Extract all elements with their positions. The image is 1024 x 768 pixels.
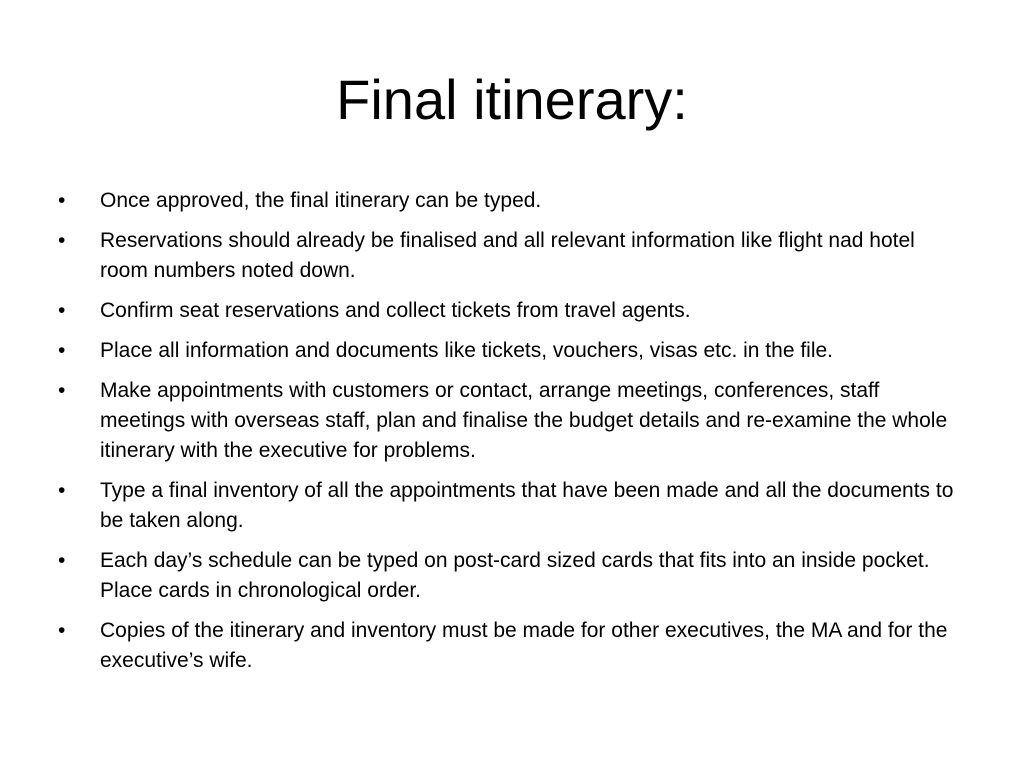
bullet-item: [58, 186, 958, 216]
bullet-icon: •: [58, 189, 66, 212]
bullet-item: [58, 226, 958, 286]
bullet-text: Type a final inventory of all the appointments that have been made and all the documents to be taken along.: [100, 479, 954, 532]
bullet-text: Confirm seat reservations and collect tickets from travel agents.: [100, 299, 691, 322]
bullet-icon: •: [58, 549, 66, 572]
bullet-item: [58, 336, 958, 366]
bullet-text: Reservations should already be finalised and all relevant information like flight nad hotel room numbers noted down.: [100, 229, 915, 282]
bullet-item: [58, 616, 958, 676]
bullet-icon: •: [58, 339, 66, 362]
bullet-item: [58, 296, 958, 326]
slide-title: Final itinerary:: [336, 68, 688, 131]
bullet-icon: •: [58, 299, 66, 322]
bullet-text: Each day’s schedule can be typed on post-card sized cards that fits into an inside pocket. Place cards in chronological order.: [100, 549, 930, 602]
bullet-text: Copies of the itinerary and inventory must be made for other executives, the MA and for the executive’s wife.: [100, 619, 948, 672]
bullet-icon: •: [58, 379, 66, 402]
bullet-icon: •: [58, 229, 66, 252]
bullet-list: [58, 186, 958, 686]
bullet-text: Make appointments with customers or contact, arrange meetings, conferences, staff meetings with overseas staff, plan and finalise the budget details and re-examine the whole itinerary with the executive for problems.: [100, 379, 948, 462]
bullet-item: [58, 546, 958, 606]
bullet-text: Once approved, the final itinerary can be typed.: [100, 189, 542, 212]
bullet-icon: •: [58, 619, 66, 642]
bullet-item: [58, 376, 958, 466]
bullet-icon: •: [58, 479, 66, 502]
bullet-item: [58, 476, 958, 536]
bullet-text: Place all information and documents like tickets, vouchers, visas etc. in the file.: [100, 339, 834, 362]
